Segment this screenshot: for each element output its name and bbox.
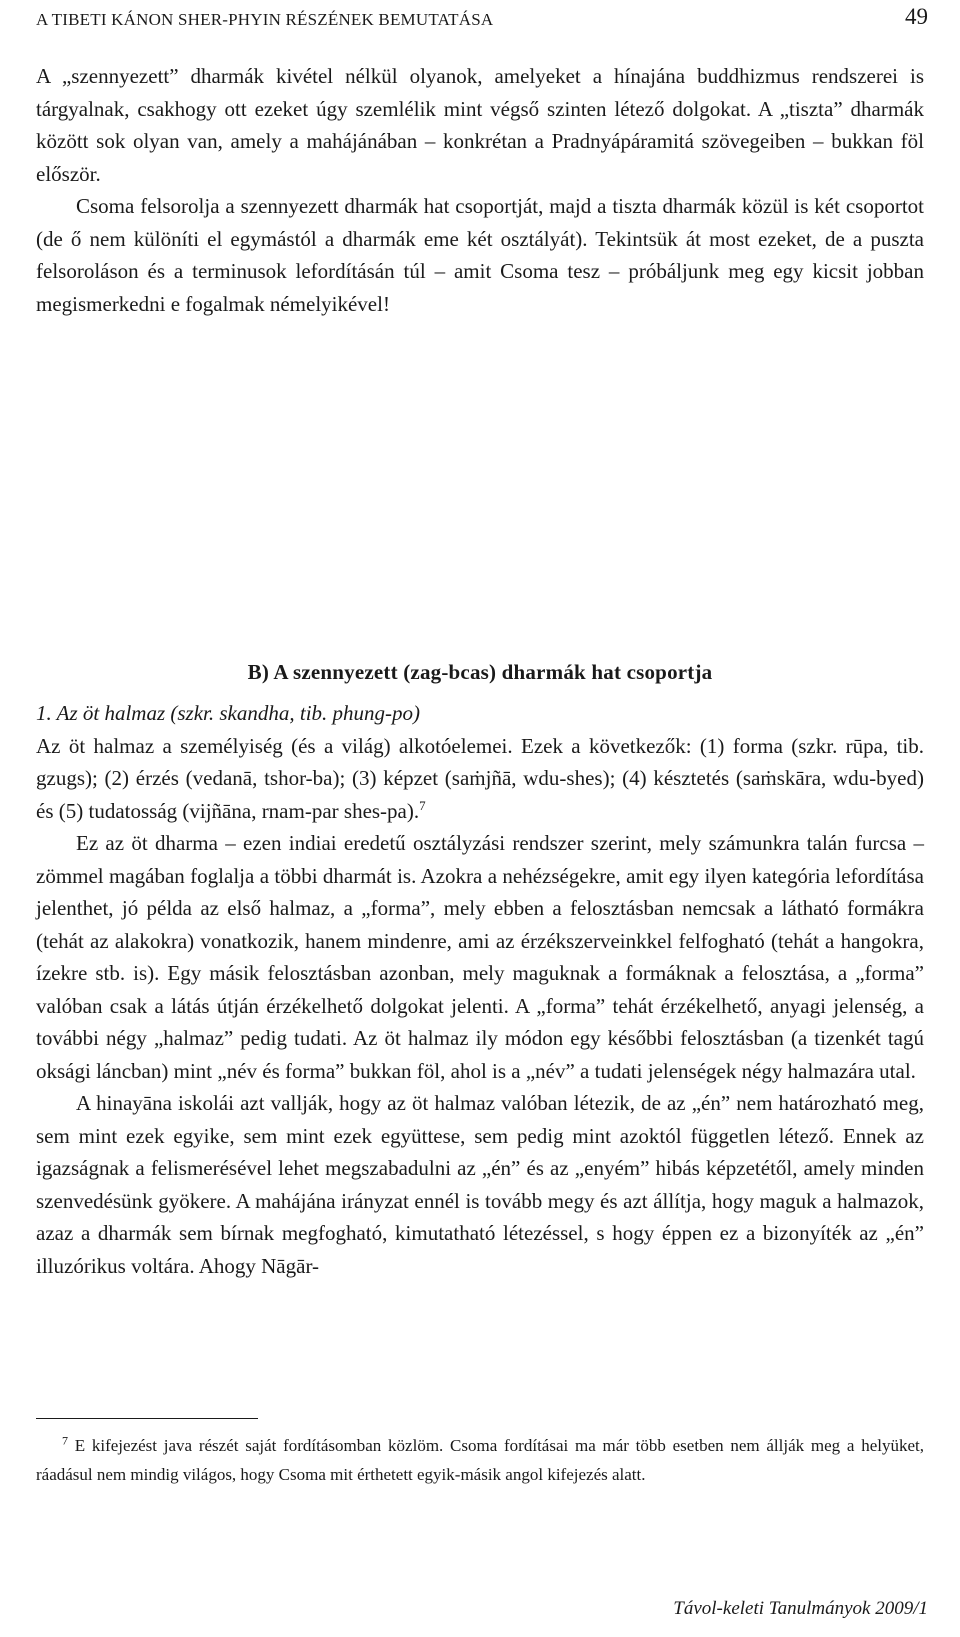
section-heading: B) A szennyezett (zag-bcas) dharmák hat csoportja xyxy=(247,660,713,684)
subsection-heading: 1. Az öt halmaz (szkr. skandha, tib. phung-po) xyxy=(36,701,421,725)
intro-paragraph: A „szennyezett” dharmák kivétel nélkül olyanok, amelyeket a hínajána buddhizmus rendszerei is tárgyalnak, csakhogy ott ezeket úgy szemlélik mint végső szinten létező dolgokat. A „tiszta” dharmák között sok olyan van, amely a mahájánában – konkrétan a Pradnyápáramitá szövegeiben – bukkan föl először. xyxy=(36,64,924,186)
intro-paragraph: Csoma felsorolja a szennyezett dharmák hat csoportját, majd a tiszta dharmák közül is két csoportot (de ő nem különíti el egymástól a dharmák eme két osztályát). Tekintsük át most ezeket, de a puszta felsoroláson és a terminusok lefordításán túl – amit Csoma tesz – próbáljunk meg egy kicsit jobban megismerkedni e fogalmak némelyikével! xyxy=(36,194,924,316)
footnote-number: 7 xyxy=(62,1433,68,1448)
running-header xyxy=(36,4,928,34)
journal-footer: Távol-keleti Tanulmányok 2009/1 xyxy=(673,1598,928,1619)
page-number: 49 xyxy=(905,4,928,29)
footnote-paragraph xyxy=(36,1432,924,1489)
body-paragraph xyxy=(36,730,924,828)
footnote-reference[interactable]: 7 xyxy=(419,797,426,813)
footnote-text: E kifejezést java részét saját fordításomban közlöm. Csoma fordításai ma már több esetben nem állják meg a helyüket, ráadásul nem mindig világos, hogy Csoma mit érthetett egyik-másik angol kifejezés alatt. xyxy=(36,1436,924,1484)
running-title: A TIBETI KÁNON SHER-PHYIN RÉSZÉNEK BEMUTATÁSA xyxy=(36,10,494,29)
body-paragraph: Ez az öt dharma – ezen indiai eredetű osztályzási rendszer szerint, mely számunkra talán furcsa – zömmel magában foglalja a többi dharmát is. Azokra a nehézségekre, amit egy ilyen kategória lefordítása jelenthet, jó példa az első halmaz, a „forma”, mely ebben a felosztásban nemcsak a látható formákra (tehát az alakokra) vonatkozik, hanem mindenre, ami az érzékszerveinkkel felfogható (tehát a hangokra, ízekre stb. is). Egy másik felosztásban azonban, mely maguknak a formáknak a felosztása, a „forma” valóban csak a látás útján érzékelhető dolgokat jelenti. A „forma” tehát érzékelhető, anyagi jelenség, a további négy „halmaz” pedig tudati. Az öt halmaz ily módon egy későbbi felosztásban (a tizenkét tagú oksági láncban) mint „név és forma” bukkan föl, ahol is a „név” a tudati jelenségek négy halmazára utal. xyxy=(36,831,924,1083)
body-paragraph: A hinayāna iskolái azt vallják, hogy az öt halmaz valóban létezik, de az „én” nem határozható meg, sem mint ezek egyike, sem mint ezek együttese, sem pedig mint azoktól független létező. Ennek az igazságnak a felismerésével lehet megszabadulni az „én” és az „enyém” hibás képzetétől, amely minden szenvedésünk gyökere. A mahájána irányzat ennél is tovább megy és azt állítja, hogy maguk a halmazok, azaz a dharmák sem bírnak megfogható, kimutatható létezéssel, s hogy éppen ez a bizonyíték az „én” illuzórikus voltára. Ahogy Nāgār- xyxy=(36,1091,924,1278)
footnote xyxy=(36,1432,924,1489)
footnote-divider xyxy=(36,1418,258,1419)
section-body xyxy=(36,697,924,1282)
intro-text xyxy=(36,60,924,320)
body-paragraph-text: Az öt halmaz a személyiség (és a világ) alkotóelemei. Ezek a következők: (1) forma (szkr. rūpa, tib. gzugs); (2) érzés (vedanā, tshor-ba); (3) képzet (saṁjñā, wdu-shes); (4) késztetés (saṁskāra, wdu-byed) és (5) tudatosság (vijñāna, rnam-par shes-pa). xyxy=(36,733,924,823)
